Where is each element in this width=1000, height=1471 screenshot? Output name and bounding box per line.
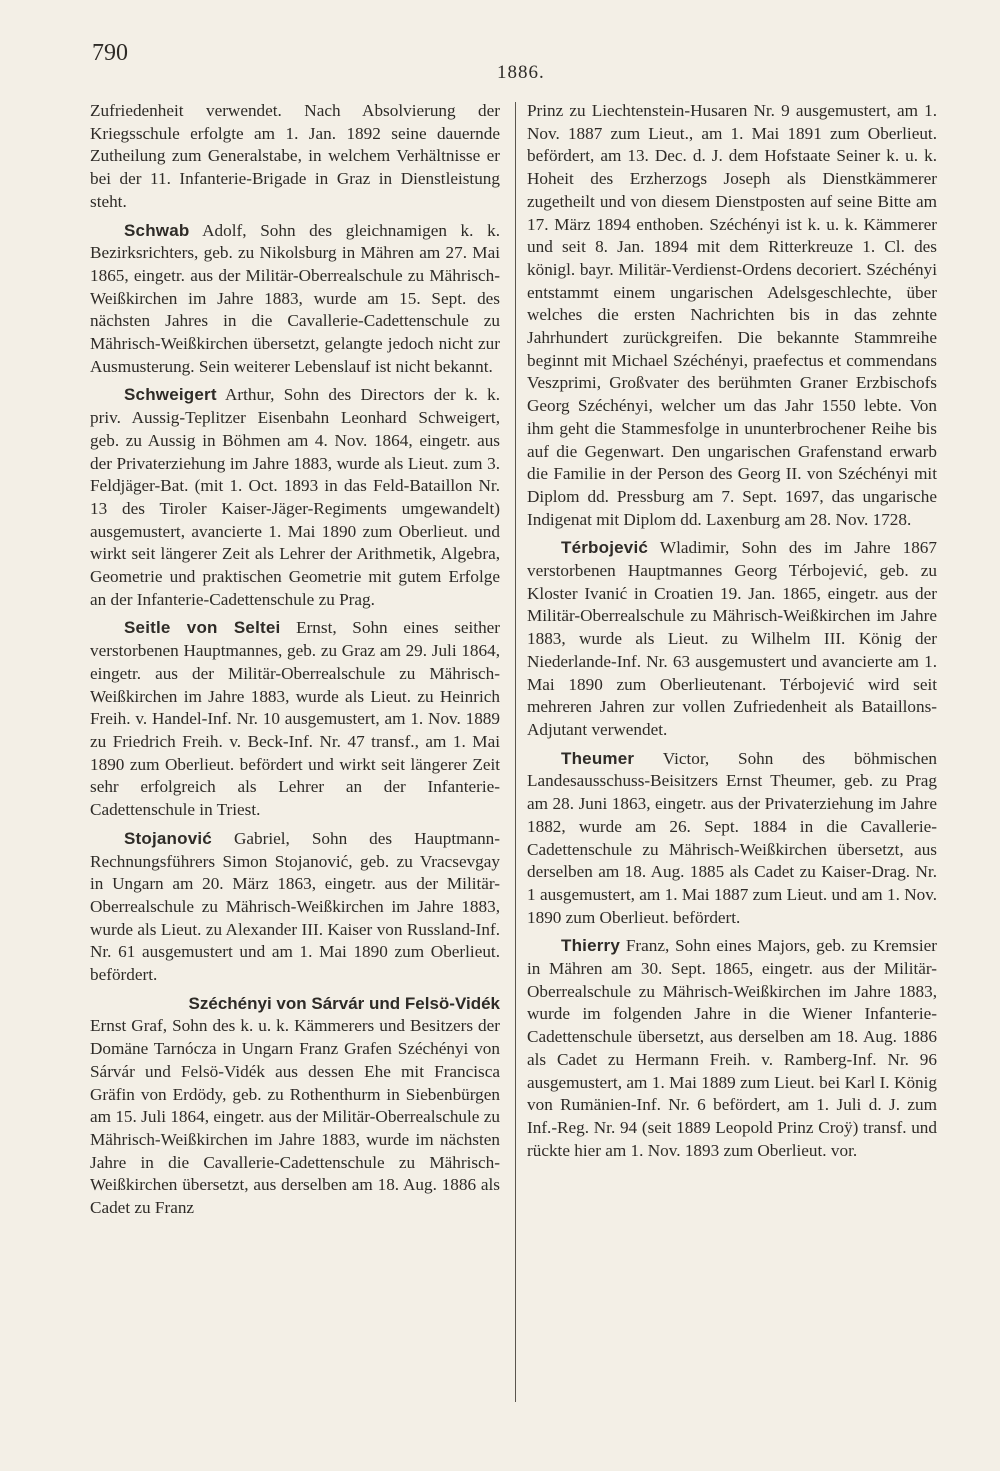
page-year-heading: 1886. bbox=[497, 62, 545, 83]
entry-name: Stojanović bbox=[124, 828, 212, 848]
entry-seitle bbox=[90, 617, 500, 821]
entry-text: Wladimir, Sohn des im Jahre 1867 verstorbenen Hauptmannes Georg Térbojević, geb. zu Kloster Ivanić in Croatien 19. Jan. 1865, eingetr. aus der Militär-Oberrealschule zu Mährisch-Weißkirchen im Jahre 1883, wurde als Lieut. zu Wilhelm III. König der Niederlande-Inf. Nr. 63 ausgemustert und avancierte am 1. Mai 1890 zum Oberlieutenant. Térbojević wird seit mehreren Jahren zur vollen Zufriedenheit als Bataillons-Adjutant verwendet. bbox=[527, 538, 937, 739]
column-divider bbox=[515, 102, 516, 1402]
entry-szechenyi bbox=[90, 1015, 500, 1219]
entry-schweigert bbox=[90, 384, 500, 611]
entry-text: Gabriel, Sohn des Hauptmann-Rechnungsführers Simon Stojanović, geb. zu Vracsevgay in Ungarn am 20. März 1863, eingetr. aus der Militär-Oberrealschule zu Mährisch-Weißkirchen im Jahre 1883, wurde als Lieut. zu Alexander III. Kaiser von Russland-Inf. Nr. 61 ausgemustert und am 1. Mai 1890 zum Oberlieut. befördert. bbox=[90, 828, 500, 985]
right-column bbox=[527, 100, 937, 1168]
entry-schwab bbox=[90, 220, 500, 379]
left-column bbox=[90, 100, 500, 1226]
entry-name: Schweigert bbox=[124, 385, 217, 405]
entry-name: Theumer bbox=[561, 748, 635, 768]
entry-szechenyi-continuation: Prinz zu Liechtenstein-Husaren Nr. 9 ausgemustert, am 1. Nov. 1887 zum Lieut., am 1. Mai 1891 zum Oberlieut. befördert, am 13. Dec. d. J. dem Hofstaate Seiner k. u. k. Hoheit des Erzherzogs Joseph als Dienstkämmerer zugetheilt und von diesem Dienstposten auf seine Bitte am 17. März 1894 enthoben. Széchényi ist k. u. k. Kämmerer und seit 8. Jan. 1894 mit dem Ritterkreuze 1. Cl. des königl. bayr. Militär-Verdienst-Ordens decoriert. Széchényi entstammt einem ungarischen Adelsgeschlechte, über welches die ersten Nachrichten bis in das zehnte Jahrhundert zurückgreifen. Die bekannte Stammreihe beginnt mit Michael Széchényi, praefectus et commendans Veszprimi, Großvater des berühmten Graner Erzbischofs Georg Széchényi, welcher um das Jahr 1550 lebte. Von ihm geht die Stammesfolge in ununterbrochener Reihe bis auf die Gegenwart. Den ungarischen Grafenstand erwarb die Familie in der Person des Georg II. von Széchényi mit Diplom dd. Pressburg am 7. Sept. 1697, das ungarische Indigenat mit Diplom dd. Laxenburg am 28. Nov. 1728. bbox=[527, 101, 937, 529]
entry-text: Ernst, Sohn eines seither verstorbenen Hauptmannes, geb. zu Graz am 29. Juli 1864, eingetr. aus der Militär-Oberrealschule zu Mährisch-Weißkirchen im Jahre 1883, wurde als Lieut. zu Heinrich Freih. v. Handel-Inf. Nr. 10 ausgemustert, am 1. Nov. 1889 zu Friedrich Freih. v. Beck-Inf. Nr. 47 transf., am 1. Mai 1890 zum Oberlieut. befördert und wirkt seit längerer Zeit sehr erfolgreich als Lehrer an der Infanterie-Cadettenschule in Triest. bbox=[90, 618, 501, 820]
entry-name: Thierry bbox=[561, 936, 621, 956]
entry-text: Adolf, Sohn des gleichnamigen k. k. Bezirksrichters, geb. zu Nikolsburg in Mähren am 27. Mai 1865, eingetr. aus der Militär-Oberrealschule zu Mährisch-Weißkirchen im Jahre 1883, wurde am 15. Sept. des nächsten Jahres in die Cavallerie-Cadettenschule zu Mährisch-Weißkirchen übersetzt, gelangte jedoch nicht zur Ausmusterung. Sein weiterer Lebenslauf ist nicht bekannt. bbox=[90, 220, 500, 376]
entry-szechenyi-title: Széchényi von Sárvár und Felsö-Vidék bbox=[188, 993, 500, 1013]
entry-text: Arthur, Sohn des Directors der k. k. priv. Aussig-Teplitzer Eisenbahn Leonhard Schweigert, geb. zu Aussig in Böhmen am 4. Nov. 1864, eingetr. aus der Privaterziehung im Jahre 1883, wurde als Lieut. zum 3. Feldjäger-Bat. (mit 1. Oct. 1893 in das Feld-Bataillon Nr. 13 des Tiroler Kaiser-Jäger-Regiments umgewandelt) ausgemustert, avancierte 1. Mai 1890 zum Oberlieut. und wirkt seit längerer Zeit als Lehrer der Arithmetik, Algebra, Geometrie und praktischen Geometrie mit gutem Erfolge an der Infanterie-Cadettenschule zu Prag. bbox=[90, 385, 500, 609]
entry-terbojevic bbox=[527, 537, 937, 741]
entry-name: Schwab bbox=[124, 220, 190, 240]
entry-name: Térbojević bbox=[561, 538, 649, 558]
entry-stojanovic bbox=[90, 828, 500, 987]
entry-text: Franz, Sohn eines Majors, geb. zu Kremsier in Mähren am 30. Sept. 1865, eingetr. aus der Militär-Oberrealschule zu Mährisch-Weißkirchen im Jahre 1883, wurde im folgenden Jahre in die Wiener Infanterie-Cadettenschule übersetzt, aus derselben am 18. Aug. 1886 als Cadet zu Hermann Freih. v. Ramberg-Inf. Nr. 96 ausgemustert, am 1. Mai 1889 zum Lieut. bei Karl I. König von Rumänien-Inf. Nr. 6 befördert, am 1. Juli d. J. zum Inf.-Reg. Nr. 94 (seit 1889 Leopold Prinz Croÿ) transf. und rückte hier am 1. Nov. 1893 zum Oberlieut. vor. bbox=[527, 936, 937, 1160]
entry-thierry bbox=[527, 935, 937, 1162]
entry-text: Victor, Sohn des böhmischen Landesausschuss-Beisitzers Ernst Theumer, geb. zu Prag am 28. Juni 1863, eingetr. aus der Privaterziehung im Jahre 1882, wurde am 26. Sept. 1884 in die Cavallerie-Cadettenschule zu Mährisch-Weißkirchen übersetzt, aus derselben am 18. Aug. 1885 als Cadet zu Kaiser-Drag. Nr. 1 ausgemustert, am 1. Mai 1887 zum Lieut. und am 1. Nov. 1890 zum Oberlieut. befördert. bbox=[527, 748, 937, 927]
page-number: 790 bbox=[92, 40, 128, 66]
entry-theumer bbox=[527, 748, 937, 930]
entry-name: Seitle von Seltei bbox=[124, 618, 281, 638]
entry-text: Ernst Graf, Sohn des k. u. k. Kämmerers und Besitzers der Domäne Tarnócza in Ungarn Franz Grafen Széchényi von Sárvár und Felsö-Vidék aus dessen Ehe mit Francisca Gräfin von Erdödy, geb. zu Rothenthurm in Siebenbürgen am 15. Juli 1864, eingetr. aus der Militär-Oberrealschule zu Mährisch-Weißkirchen im Jahre 1883, wurde im nächsten Jahre in die Cavallerie-Cadettenschule zu Mährisch-Weißkirchen übersetzt, aus derselben am 18. Aug. 1886 als Cadet zu Franz bbox=[90, 1016, 500, 1218]
entry-continuation: Zufriedenheit verwendet. Nach Absolvierung der Kriegsschule erfolgte am 1. Jan. 1892 seine dauernde Zutheilung zum Generalstabe, in welchem Verhältnisse er bei der 11. Infanterie-Brigade in Graz in Dienstleistung steht. bbox=[90, 101, 500, 211]
